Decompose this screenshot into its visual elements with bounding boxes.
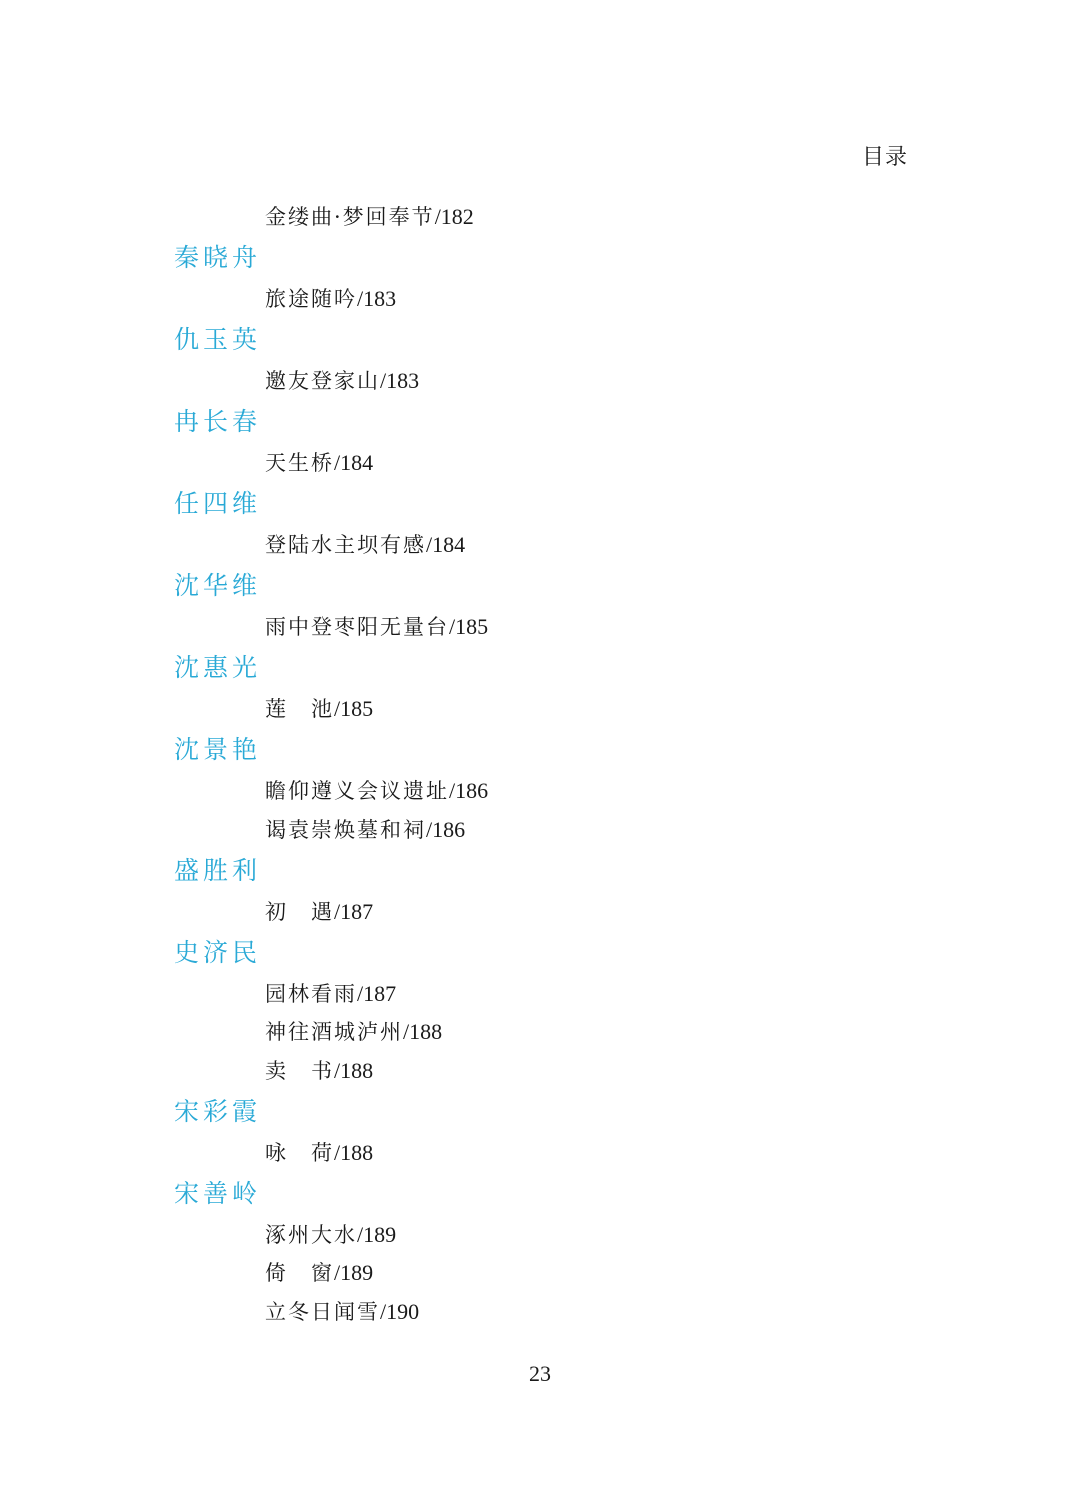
toc-work bbox=[265, 898, 373, 926]
toc-work bbox=[265, 1259, 373, 1287]
work-page-number: /182 bbox=[434, 204, 474, 229]
toc-work bbox=[265, 1221, 396, 1249]
toc-author: 沈华维 bbox=[174, 571, 262, 600]
toc-work bbox=[265, 367, 419, 395]
work-title: 咏 荷 bbox=[265, 1140, 334, 1165]
work-title: 倚 窗 bbox=[265, 1261, 334, 1285]
toc-work bbox=[265, 531, 465, 559]
work-page-number: /187 bbox=[357, 980, 397, 1006]
work-page-number: /188 bbox=[334, 1139, 374, 1165]
work-page-number: /188 bbox=[334, 1057, 374, 1083]
work-page-number: /185 bbox=[449, 614, 489, 639]
toc-author: 仇玉英 bbox=[174, 325, 262, 354]
work-title: 初 遇 bbox=[265, 899, 334, 924]
toc-work bbox=[265, 777, 488, 805]
toc-author: 冉长春 bbox=[174, 407, 262, 436]
toc-work bbox=[265, 449, 373, 477]
work-page-number: /187 bbox=[334, 898, 374, 924]
running-head: 目录 bbox=[862, 145, 909, 170]
work-page-number: /184 bbox=[334, 450, 374, 475]
toc-work bbox=[265, 980, 396, 1008]
toc-work bbox=[265, 1139, 373, 1167]
page-number: 23 bbox=[529, 1361, 551, 1386]
toc-work bbox=[265, 816, 465, 844]
toc-work bbox=[265, 1018, 442, 1046]
work-page-number: /190 bbox=[380, 1298, 420, 1324]
work-title: 旅途随吟 bbox=[265, 287, 357, 311]
work-title: 邀友登家山 bbox=[265, 369, 380, 393]
work-title: 涿州大水 bbox=[265, 1222, 357, 1247]
work-title: 登陆水主坝有感 bbox=[265, 533, 426, 557]
work-title: 立冬日闻雪 bbox=[265, 1299, 380, 1324]
toc-work bbox=[265, 285, 396, 313]
toc-author: 宋彩霞 bbox=[174, 1096, 262, 1126]
work-title: 莲 池 bbox=[265, 697, 334, 721]
toc-work bbox=[265, 613, 488, 641]
work-title: 园林看雨 bbox=[265, 981, 357, 1006]
work-page-number: /188 bbox=[403, 1019, 443, 1044]
work-page-number: /184 bbox=[426, 532, 466, 557]
toc-author: 任四维 bbox=[174, 489, 262, 518]
toc-work bbox=[265, 203, 474, 231]
work-title: 谒袁崇焕墓和祠 bbox=[265, 817, 426, 842]
work-title: 卖 书 bbox=[265, 1058, 334, 1083]
toc-author: 秦晓舟 bbox=[174, 243, 262, 272]
toc-author: 宋善岭 bbox=[174, 1178, 262, 1208]
work-page-number: /186 bbox=[449, 778, 489, 803]
toc-work bbox=[265, 695, 373, 723]
work-title: 天生桥 bbox=[265, 451, 334, 475]
toc-author: 盛胜利 bbox=[174, 855, 262, 885]
toc-author: 沈惠光 bbox=[174, 653, 262, 682]
work-title: 金缕曲·梦回奉节 bbox=[265, 205, 435, 229]
work-title: 雨中登枣阳无量台 bbox=[265, 615, 449, 639]
work-page-number: /183 bbox=[380, 368, 420, 393]
work-page-number: /183 bbox=[357, 286, 397, 311]
work-page-number: /189 bbox=[357, 1221, 397, 1247]
toc-author: 沈景艳 bbox=[174, 735, 262, 764]
work-title: 瞻仰遵义会议遗址 bbox=[265, 779, 449, 803]
work-page-number: /185 bbox=[334, 696, 374, 721]
work-title: 神往酒城泸州 bbox=[265, 1020, 403, 1044]
toc-work bbox=[265, 1057, 373, 1085]
toc-author: 史济民 bbox=[174, 937, 262, 967]
work-page-number: /189 bbox=[334, 1260, 374, 1285]
work-page-number: /186 bbox=[426, 816, 466, 842]
toc-work bbox=[265, 1298, 419, 1326]
